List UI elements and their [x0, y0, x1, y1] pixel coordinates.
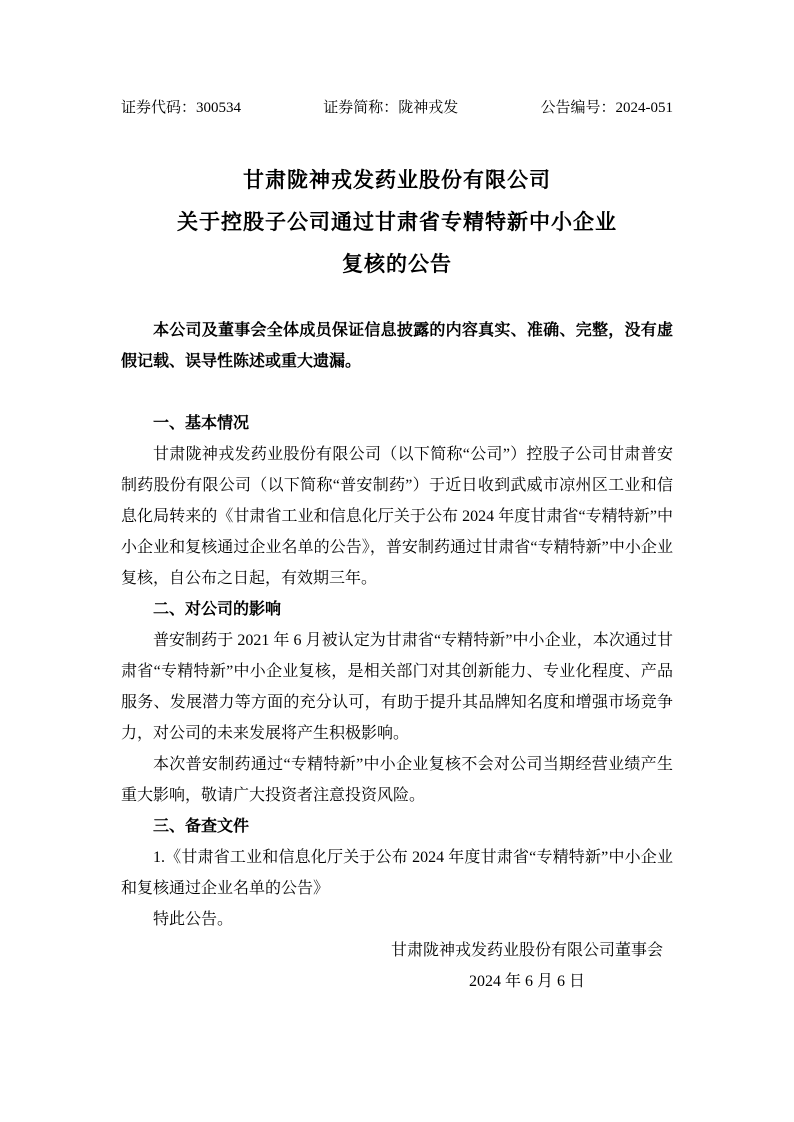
section-3-heading: 三、备查文件	[153, 818, 250, 835]
doc-title-line-3: 复核的公告	[342, 252, 452, 276]
stock-code: 证券代码：300534	[121, 100, 242, 116]
signature-date: 2024 年 6 月 6 日	[468, 973, 585, 990]
signature-block	[121, 935, 673, 997]
disclaimer-paragraph: 本公司及董事会全体成员保证信息披露的内容真实、准确、完整，没有虚假记载、误导性陈述或重大遗漏。	[121, 322, 673, 370]
doc-title	[121, 159, 673, 285]
doc-title-line-1: 甘肃陇神戎发药业股份有限公司	[243, 168, 551, 192]
signature-inner	[391, 935, 663, 997]
section-1-heading: 一、基本情况	[153, 415, 250, 432]
section-1-paragraph-1: 甘肃陇神戎发药业股份有限公司（以下简称“公司”）控股子公司甘肃普安制药股份有限公司（以下简称“普安制药”）于近日收到武威市凉州区工业和信息化局转来的《甘肃省工业和信息化厅关于公布 2024 年度甘肃省“专精特新”中小企业和复核通过企业名单的公告》，普安制药通过甘肃省“专精特新”中小企业复核，自公布之日起，有效期三年。	[121, 446, 673, 587]
announcement-number: 公告编号：2024-051	[540, 100, 673, 116]
section-3-item-1: 1.《甘肃省工业和信息化厅关于公布 2024 年度甘肃省“专精特新”中小企业和复核通过企业名单的公告》	[121, 849, 673, 897]
doc-header	[121, 98, 673, 118]
section-2-heading: 二、对公司的影响	[153, 601, 282, 618]
signer-name: 甘肃陇神戎发药业股份有限公司董事会	[390, 942, 663, 959]
closing-remark: 特此公告。	[153, 911, 234, 928]
stock-abbr: 证券简称：陇神戎发	[323, 100, 459, 116]
doc-title-line-2: 关于控股子公司通过甘肃省专精特新中小企业	[177, 210, 617, 234]
section-2-paragraph-1: 普安制药于 2021 年 6 月被认定为甘肃省“专精特新”中小企业，本次通过甘肃省“专精特新”中小企业复核，是相关部门对其创新能力、专业化程度、产品服务、发展潜力等方面的充分认可，有助于提升其品牌知名度和增强市场竞争力，对公司的未来发展将产生积极影响。	[121, 632, 673, 742]
section-2-paragraph-2: 本次普安制药通过“专精特新”中小企业复核不会对公司当期经营业绩产生重大影响，敬请广大投资者注意投资风险。	[121, 756, 673, 804]
